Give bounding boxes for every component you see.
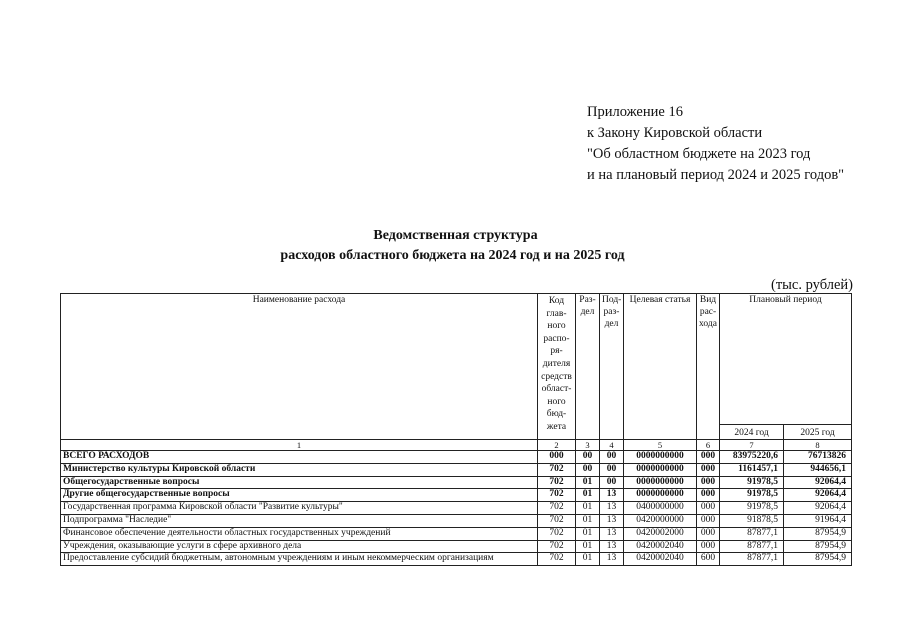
header-period: Плановый период [720,294,852,425]
row-kind: 000 [697,514,720,527]
row-kind: 600 [697,553,720,566]
row-subsection: 00 [600,476,624,489]
column-number: 2 [538,440,576,451]
header-row [61,294,852,425]
title-line: расходов областного бюджета на 2024 год и на 2025 год [280,248,625,263]
row-value-2025: 87954,9 [784,553,852,566]
row-target: 0420002000 [624,527,697,540]
row-name: ВСЕГО РАСХОДОВ [61,451,538,464]
column-number: 7 [720,440,784,451]
table-row [61,502,852,515]
row-value-2024: 87877,1 [720,540,784,553]
row-kind: 000 [697,463,720,476]
row-value-2025: 92064,4 [784,476,852,489]
row-name: Подпрограмма "Наследие" [61,514,538,527]
row-name: Финансовое обеспечение деятельности областных государственных учреждений [61,527,538,540]
row-value-2025: 91964,4 [784,514,852,527]
row-section: 00 [576,451,600,464]
row-value-2025: 92064,4 [784,502,852,515]
appendix-line: к Закону Кировской области [587,125,763,141]
row-section: 01 [576,476,600,489]
header-name: Наименование расхода [61,294,538,440]
row-code: 702 [538,463,576,476]
row-subsection: 13 [600,540,624,553]
table-row [61,489,852,502]
row-code: 000 [538,451,576,464]
column-number: 5 [624,440,697,451]
table-row [61,451,852,464]
row-section: 01 [576,489,600,502]
appendix-line: "Об областном бюджете на 2023 год [587,146,811,162]
header-code: Код глав- ного распо- ря- дителя средств област- ного бюд- жета [538,294,576,440]
header-subsection: Под- раз- дел [600,294,624,440]
header-kind: Вид рас- хода [697,294,720,440]
row-target: 0000000000 [624,451,697,464]
row-subsection: 13 [600,553,624,566]
column-number-row [61,440,852,451]
row-subsection: 13 [600,489,624,502]
row-value-2025: 944656,1 [784,463,852,476]
row-code: 702 [538,476,576,489]
row-code: 702 [538,540,576,553]
table-row [61,514,852,527]
row-name: Общегосударственные вопросы [61,476,538,489]
row-value-2025: 76713826 [784,451,852,464]
row-subsection: 13 [600,527,624,540]
table-row [61,540,852,553]
row-value-2024: 91878,5 [720,514,784,527]
row-name: Учреждения, оказывающие услуги в сфере архивного дела [61,540,538,553]
row-name: Министерство культуры Кировской области [61,463,538,476]
row-value-2024: 87877,1 [720,553,784,566]
table-row [61,553,852,566]
row-value-2025: 87954,9 [784,540,852,553]
row-kind: 000 [697,540,720,553]
column-number: 8 [784,440,852,451]
document-title [0,226,905,266]
row-kind: 000 [697,527,720,540]
header-year-2025: 2025 год [784,425,852,440]
row-section: 01 [576,553,600,566]
row-value-2024: 91978,5 [720,489,784,502]
row-value-2024: 91978,5 [720,476,784,489]
row-value-2024: 87877,1 [720,527,784,540]
row-value-2024: 1161457,1 [720,463,784,476]
row-code: 702 [538,527,576,540]
row-target: 0400000000 [624,502,697,515]
header-year-2024: 2024 год [720,425,784,440]
column-number: 4 [600,440,624,451]
row-code: 702 [538,514,576,527]
row-section: 00 [576,463,600,476]
header-section: Раз- дел [576,294,600,440]
row-kind: 000 [697,489,720,502]
row-value-2024: 91978,5 [720,502,784,515]
appendix-line: и на плановый период 2024 и 2025 годов" [587,167,845,183]
row-subsection: 13 [600,502,624,515]
row-subsection: 00 [600,451,624,464]
row-section: 01 [576,540,600,553]
row-target: 0420000000 [624,514,697,527]
row-code: 702 [538,489,576,502]
row-target: 0000000000 [624,463,697,476]
row-value-2025: 87954,9 [784,527,852,540]
row-section: 01 [576,502,600,515]
table-row [61,527,852,540]
row-name: Предоставление субсидий бюджетным, автономным учреждениям и иным некоммерческим организациям [61,553,538,566]
table-row [61,476,852,489]
row-value-2025: 92064,4 [784,489,852,502]
row-code: 702 [538,553,576,566]
row-kind: 000 [697,451,720,464]
row-kind: 000 [697,476,720,489]
units-label: (тыс. рублей) [771,277,853,293]
row-name: Другие общегосударственные вопросы [61,489,538,502]
column-number: 3 [576,440,600,451]
column-number: 6 [697,440,720,451]
header-target: Целевая статья [624,294,697,440]
row-target: 0000000000 [624,476,697,489]
row-subsection: 13 [600,514,624,527]
title-line: Ведомственная структура [373,228,538,243]
row-code: 702 [538,502,576,515]
row-name: Государственная программа Кировской области "Развитие культуры" [61,502,538,515]
appendix-block [587,102,844,186]
column-number: 1 [61,440,538,451]
budget-table [60,293,852,566]
row-section: 01 [576,527,600,540]
appendix-line: Приложение 16 [587,104,683,120]
row-section: 01 [576,514,600,527]
row-value-2024: 83975220,6 [720,451,784,464]
row-subsection: 00 [600,463,624,476]
row-target: 0420002040 [624,540,697,553]
row-kind: 000 [697,502,720,515]
row-target: 0000000000 [624,489,697,502]
table-row [61,463,852,476]
row-target: 0420002040 [624,553,697,566]
